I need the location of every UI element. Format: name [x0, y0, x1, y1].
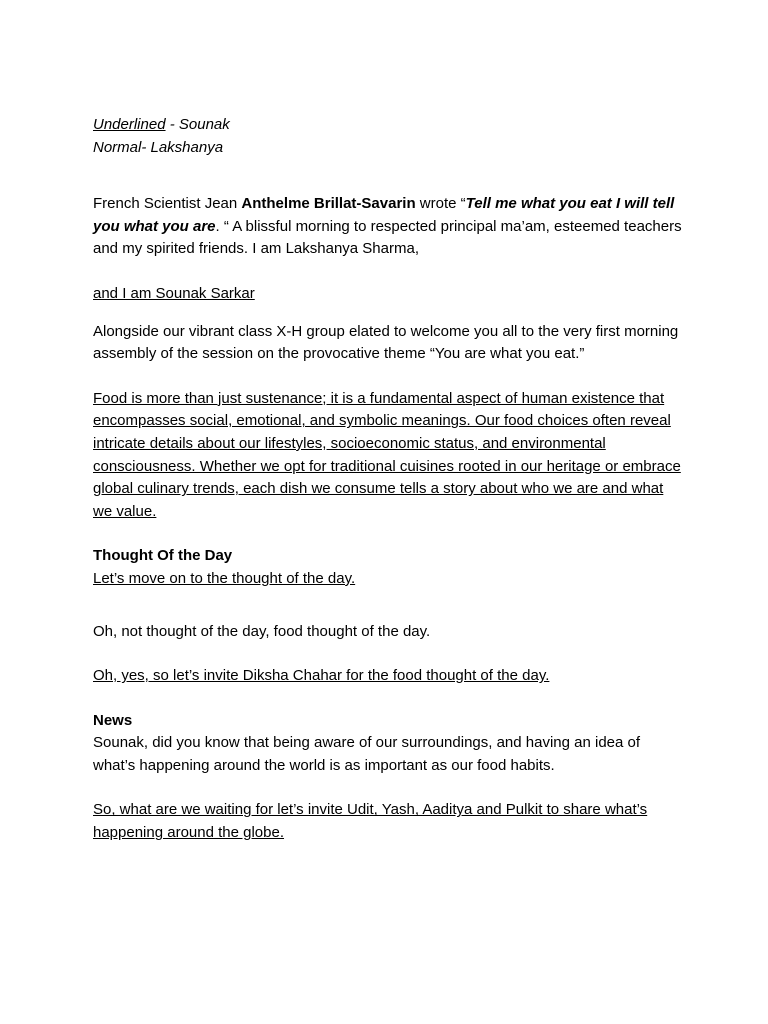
legend-underlined-line — [93, 114, 683, 137]
document-body — [93, 114, 683, 845]
legend-normal-line: Normal- Lakshanya — [93, 138, 224, 156]
intro-scientist-name: Anthelme Brillat-Savarin — [241, 195, 416, 213]
intro-text-1: French Scientist Jean — [93, 195, 242, 213]
thought-line-3: Oh, yes, so let’s invite Diksha Chahar for the food thought of the day. — [93, 667, 550, 685]
news-heading: News — [93, 711, 133, 729]
news-line-2: So, what are we waiting for let’s invite Udit, Yash, Aaditya and Pulkit to share what’s happening around the globe. — [93, 801, 648, 842]
thought-line-2: Oh, not thought of the day, food thought of the day. — [93, 622, 431, 640]
sounak-intro-line: and I am Sounak Sarkar — [93, 284, 255, 302]
food-paragraph: Food is more than just sustenance; it is a fundamental aspect of human existence that encompasses social, emotional, and symbolic meanings. Our food choices often reveal intricate details about our lifestyles, socioeconomic status, and environmental consciousness. Whether we opt for traditional cuisines rooted in our heritage or embrace global culinary trends, each dish we consume tells a story about who we are and what we value. — [93, 389, 681, 520]
legend-underlined-speaker: - Sounak — [165, 116, 230, 133]
intro-text-2: wrote “ — [415, 195, 466, 213]
thought-line-1: Let’s move on to the thought of the day. — [93, 569, 356, 587]
intro-paragraph — [93, 193, 683, 261]
thought-heading: Thought Of the Day — [93, 547, 233, 565]
intro-quote: Tell me what you eat I will tell you what you are — [93, 195, 675, 235]
speaker-legend — [93, 114, 683, 159]
legend-underlined-word: Underlined — [93, 116, 166, 133]
intro-text-3: . “ A blissful morning to respected principal ma’am, esteemed teachers and my spirited friends. I am Lakshanya Sharma, — [93, 217, 682, 258]
welcome-paragraph: Alongside our vibrant class X-H group elated to welcome you all to the very first morning assembly of the session on the provocative theme “You are what you eat.” — [93, 322, 679, 363]
news-line-1: Sounak, did you know that being aware of our surroundings, and having an idea of what’s happening around the world is as important as our food habits. — [93, 734, 641, 774]
